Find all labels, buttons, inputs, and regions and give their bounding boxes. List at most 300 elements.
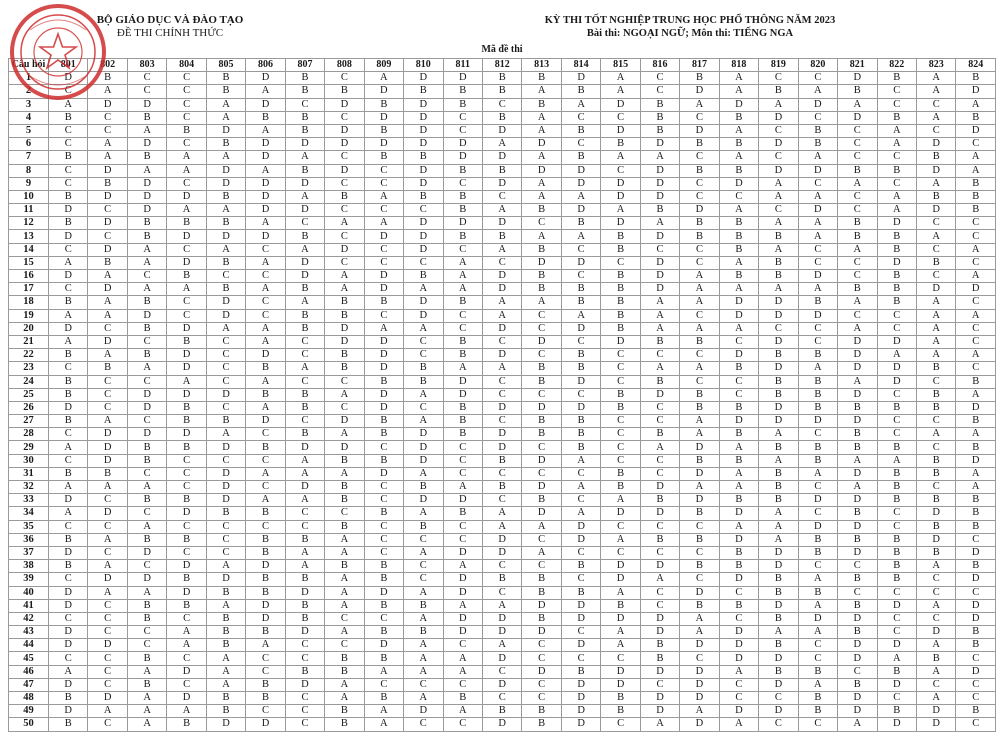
answer-cell: B bbox=[206, 586, 245, 599]
answer-cell: D bbox=[206, 573, 245, 586]
answer-cell: B bbox=[877, 481, 916, 494]
answer-cell: B bbox=[404, 481, 443, 494]
answer-cell: D bbox=[325, 124, 364, 137]
answer-cell: D bbox=[482, 441, 521, 454]
answer-cell: A bbox=[561, 190, 600, 203]
answer-cell: D bbox=[640, 612, 679, 625]
answer-cell: D bbox=[404, 111, 443, 124]
answer-cell: A bbox=[719, 467, 758, 480]
exam-code-header: 816 bbox=[640, 59, 679, 72]
exam-code-header: 818 bbox=[719, 59, 758, 72]
answer-cell: B bbox=[127, 230, 166, 243]
answer-cell: B bbox=[443, 204, 482, 217]
answer-cell: B bbox=[601, 705, 640, 718]
answer-cell: C bbox=[482, 375, 521, 388]
answer-cell: D bbox=[719, 573, 758, 586]
answer-cell: D bbox=[838, 612, 877, 625]
answer-cell: B bbox=[206, 692, 245, 705]
answer-cell: D bbox=[285, 586, 324, 599]
answer-cell: D bbox=[206, 481, 245, 494]
answer-cell: D bbox=[404, 705, 443, 718]
answer-cell: A bbox=[443, 599, 482, 612]
answer-cell: D bbox=[956, 612, 996, 625]
answer-cell: A bbox=[246, 494, 285, 507]
answer-cell: A bbox=[246, 164, 285, 177]
answer-cell: D bbox=[719, 98, 758, 111]
answer-cell: A bbox=[522, 230, 561, 243]
answer-cell: A bbox=[206, 151, 245, 164]
answer-cell: D bbox=[127, 204, 166, 217]
answer-cell: C bbox=[285, 639, 324, 652]
answer-cell: A bbox=[719, 718, 758, 731]
answer-cell: D bbox=[482, 428, 521, 441]
answer-cell: B bbox=[364, 626, 403, 639]
answer-cell: A bbox=[127, 243, 166, 256]
answer-cell: B bbox=[364, 296, 403, 309]
answer-cell: A bbox=[49, 335, 88, 348]
answer-cell: B bbox=[443, 415, 482, 428]
answer-cell: C bbox=[404, 335, 443, 348]
answer-cell: B bbox=[877, 111, 916, 124]
answer-cell: D bbox=[404, 217, 443, 230]
answer-cell: C bbox=[877, 388, 916, 401]
question-number: 43 bbox=[9, 626, 49, 639]
answer-cell: C bbox=[127, 375, 166, 388]
answer-cell: C bbox=[364, 494, 403, 507]
answer-cell: B bbox=[246, 533, 285, 546]
answer-cell: C bbox=[601, 111, 640, 124]
answer-cell: B bbox=[916, 652, 955, 665]
answer-cell: A bbox=[167, 639, 206, 652]
answer-cell: A bbox=[404, 586, 443, 599]
answer-cell: A bbox=[680, 415, 719, 428]
answer-cell: C bbox=[167, 98, 206, 111]
answer-cell: B bbox=[798, 546, 837, 559]
answer-cell: C bbox=[640, 243, 679, 256]
answer-cell: B bbox=[206, 138, 245, 151]
answer-cell: B bbox=[877, 533, 916, 546]
answer-cell: B bbox=[482, 164, 521, 177]
answer-cell: A bbox=[798, 151, 837, 164]
answer-cell: D bbox=[561, 599, 600, 612]
answer-cell: B bbox=[561, 665, 600, 678]
answer-cell: C bbox=[522, 217, 561, 230]
answer-cell: D bbox=[956, 573, 996, 586]
answer-cell: B bbox=[916, 454, 955, 467]
answer-cell: D bbox=[601, 177, 640, 190]
answer-cell: B bbox=[285, 665, 324, 678]
answer-cell: D bbox=[285, 626, 324, 639]
answer-cell: D bbox=[167, 692, 206, 705]
answer-cell: B bbox=[285, 428, 324, 441]
answer-cell: A bbox=[364, 190, 403, 203]
answer-cell: A bbox=[443, 665, 482, 678]
answer-cell: A bbox=[640, 309, 679, 322]
answer-cell: A bbox=[404, 546, 443, 559]
answer-cell: C bbox=[482, 560, 521, 573]
answer-cell: C bbox=[206, 454, 245, 467]
table-row bbox=[9, 164, 996, 177]
answer-cell: C bbox=[956, 533, 996, 546]
answer-cell: B bbox=[719, 230, 758, 243]
answer-cell: C bbox=[167, 72, 206, 85]
answer-cell: A bbox=[206, 204, 245, 217]
answer-cell: B bbox=[838, 533, 877, 546]
answer-cell: D bbox=[719, 415, 758, 428]
answer-cell: A bbox=[404, 283, 443, 296]
answer-cell: B bbox=[601, 138, 640, 151]
table-row bbox=[9, 283, 996, 296]
question-number: 27 bbox=[9, 415, 49, 428]
answer-cell: D bbox=[404, 98, 443, 111]
table-row bbox=[9, 705, 996, 718]
answer-cell: A bbox=[759, 177, 798, 190]
answer-cell: D bbox=[640, 190, 679, 203]
answer-cell: A bbox=[246, 467, 285, 480]
answer-cell: B bbox=[561, 217, 600, 230]
answer-cell: C bbox=[640, 546, 679, 559]
answer-cell: C bbox=[680, 520, 719, 533]
answer-cell: D bbox=[443, 72, 482, 85]
answer-cell: D bbox=[482, 151, 521, 164]
answer-cell: D bbox=[916, 164, 955, 177]
answer-cell: D bbox=[482, 401, 521, 414]
answer-cell: A bbox=[404, 467, 443, 480]
answer-cell: A bbox=[719, 322, 758, 335]
answer-cell: C bbox=[246, 270, 285, 283]
answer-cell: B bbox=[877, 164, 916, 177]
answer-cell: C bbox=[916, 124, 955, 137]
answer-cell: C bbox=[759, 322, 798, 335]
answer-cell: A bbox=[49, 481, 88, 494]
answer-cell: A bbox=[680, 296, 719, 309]
answer-cell: A bbox=[956, 309, 996, 322]
table-row bbox=[9, 454, 996, 467]
answer-cell: C bbox=[759, 718, 798, 731]
answer-cell: A bbox=[127, 586, 166, 599]
answer-cell: D bbox=[167, 428, 206, 441]
answer-cell: D bbox=[877, 599, 916, 612]
answer-cell: A bbox=[443, 560, 482, 573]
answer-cell: D bbox=[916, 718, 955, 731]
answer-cell: C bbox=[956, 652, 996, 665]
answer-cell: C bbox=[798, 256, 837, 269]
answer-cell: C bbox=[522, 309, 561, 322]
answer-cell: C bbox=[49, 428, 88, 441]
answer-cell: C bbox=[285, 349, 324, 362]
answer-cell: B bbox=[285, 72, 324, 85]
answer-cell: A bbox=[88, 270, 127, 283]
answer-cell: C bbox=[601, 428, 640, 441]
answer-cell: B bbox=[49, 718, 88, 731]
answer-cell: C bbox=[88, 599, 127, 612]
question-number: 29 bbox=[9, 441, 49, 454]
answer-cell: A bbox=[561, 309, 600, 322]
answer-cell: D bbox=[719, 705, 758, 718]
question-number: 21 bbox=[9, 335, 49, 348]
answer-cell: A bbox=[127, 362, 166, 375]
answer-cell: D bbox=[443, 586, 482, 599]
answer-cell: B bbox=[404, 626, 443, 639]
answer-cell: B bbox=[798, 533, 837, 546]
answer-cell: A bbox=[601, 639, 640, 652]
answer-cell: B bbox=[956, 190, 996, 203]
answer-cell: A bbox=[798, 678, 837, 691]
answer-cell: C bbox=[364, 546, 403, 559]
answer-cell: C bbox=[482, 494, 521, 507]
answer-cell: B bbox=[640, 375, 679, 388]
answer-cell: C bbox=[325, 401, 364, 414]
answer-cell: D bbox=[838, 692, 877, 705]
answer-cell: C bbox=[285, 520, 324, 533]
answer-cell: C bbox=[561, 138, 600, 151]
question-number: 16 bbox=[9, 270, 49, 283]
question-number: 6 bbox=[9, 138, 49, 151]
answer-cell: C bbox=[364, 612, 403, 625]
answer-cell: D bbox=[482, 533, 521, 546]
exam-code-header: 820 bbox=[798, 59, 837, 72]
exam-code-header: 803 bbox=[127, 59, 166, 72]
answer-cell: A bbox=[88, 586, 127, 599]
answer-cell: B bbox=[482, 705, 521, 718]
answer-cell: D bbox=[561, 256, 600, 269]
answer-cell: B bbox=[877, 705, 916, 718]
answer-cell: A bbox=[877, 349, 916, 362]
answer-cell: B bbox=[877, 573, 916, 586]
answer-cell: D bbox=[798, 415, 837, 428]
answer-cell: D bbox=[956, 124, 996, 137]
answer-cell: B bbox=[680, 335, 719, 348]
answer-cell: B bbox=[482, 481, 521, 494]
answer-cell: B bbox=[246, 678, 285, 691]
answer-cell: C bbox=[127, 626, 166, 639]
answer-cell: C bbox=[167, 85, 206, 98]
answer-cell: A bbox=[443, 256, 482, 269]
answer-cell: D bbox=[877, 678, 916, 691]
answer-cell: C bbox=[680, 111, 719, 124]
table-row bbox=[9, 243, 996, 256]
question-number: 9 bbox=[9, 177, 49, 190]
answer-cell: B bbox=[561, 124, 600, 137]
answer-cell: C bbox=[798, 111, 837, 124]
answer-cell: B bbox=[561, 85, 600, 98]
answer-cell: B bbox=[798, 296, 837, 309]
answer-cell: B bbox=[680, 217, 719, 230]
answer-cell: A bbox=[443, 283, 482, 296]
answer-cell: D bbox=[364, 349, 403, 362]
answer-cell: D bbox=[167, 256, 206, 269]
answer-cell: B bbox=[49, 151, 88, 164]
answer-cell: B bbox=[719, 546, 758, 559]
answer-cell: D bbox=[680, 586, 719, 599]
answer-cell: B bbox=[167, 335, 206, 348]
answer-cell: B bbox=[640, 124, 679, 137]
question-number: 4 bbox=[9, 111, 49, 124]
answer-cell: A bbox=[285, 494, 324, 507]
answer-cell: A bbox=[838, 375, 877, 388]
answer-cell: D bbox=[49, 639, 88, 652]
answer-cell: C bbox=[443, 718, 482, 731]
answer-cell: C bbox=[916, 415, 955, 428]
answer-cell: C bbox=[364, 204, 403, 217]
answer-cell: C bbox=[798, 243, 837, 256]
answer-cell: A bbox=[364, 718, 403, 731]
answer-cell: B bbox=[522, 72, 561, 85]
answer-cell: B bbox=[522, 243, 561, 256]
answer-cell: D bbox=[561, 164, 600, 177]
answer-cell: C bbox=[877, 177, 916, 190]
answer-cell: B bbox=[956, 415, 996, 428]
answer-cell: C bbox=[640, 401, 679, 414]
answer-cell: A bbox=[88, 309, 127, 322]
answer-cell: C bbox=[206, 270, 245, 283]
answer-cell: C bbox=[640, 85, 679, 98]
answer-cell: C bbox=[206, 362, 245, 375]
answer-cell: B bbox=[246, 441, 285, 454]
answer-cell: C bbox=[838, 204, 877, 217]
answer-cell: C bbox=[838, 151, 877, 164]
answer-cell: C bbox=[838, 586, 877, 599]
answer-cell: D bbox=[877, 256, 916, 269]
question-number: 14 bbox=[9, 243, 49, 256]
answer-cell: C bbox=[443, 454, 482, 467]
answer-cell: B bbox=[325, 560, 364, 573]
question-number: 25 bbox=[9, 388, 49, 401]
answer-cell: A bbox=[49, 665, 88, 678]
answer-cell: D bbox=[759, 164, 798, 177]
answer-cell: A bbox=[325, 599, 364, 612]
answer-cell: A bbox=[916, 230, 955, 243]
answer-cell: A bbox=[364, 665, 403, 678]
answer-cell: A bbox=[640, 151, 679, 164]
answer-cell: A bbox=[522, 177, 561, 190]
answer-cell: B bbox=[522, 718, 561, 731]
exam-code-header: 814 bbox=[561, 59, 600, 72]
answer-cell: D bbox=[956, 283, 996, 296]
table-row bbox=[9, 507, 996, 520]
answer-cell: B bbox=[364, 98, 403, 111]
answer-cell: D bbox=[838, 639, 877, 652]
answer-cell: D bbox=[640, 283, 679, 296]
table-row bbox=[9, 177, 996, 190]
answer-cell: C bbox=[246, 309, 285, 322]
answer-cell: B bbox=[601, 296, 640, 309]
answer-cell: B bbox=[838, 230, 877, 243]
answer-cell: D bbox=[522, 401, 561, 414]
answer-cell: A bbox=[680, 626, 719, 639]
answer-cell: B bbox=[246, 573, 285, 586]
answer-cell: B bbox=[601, 401, 640, 414]
answer-cell: C bbox=[482, 98, 521, 111]
answer-cell: A bbox=[680, 362, 719, 375]
answer-cell: A bbox=[680, 612, 719, 625]
answer-cell: D bbox=[601, 665, 640, 678]
answer-cell: B bbox=[640, 652, 679, 665]
answer-cell: B bbox=[325, 481, 364, 494]
answer-cell: A bbox=[719, 124, 758, 137]
answer-cell: C bbox=[561, 626, 600, 639]
question-number: 10 bbox=[9, 190, 49, 203]
answer-cell: A bbox=[759, 190, 798, 203]
question-number: 15 bbox=[9, 256, 49, 269]
answer-cell: D bbox=[49, 72, 88, 85]
answer-cell: D bbox=[88, 428, 127, 441]
table-row bbox=[9, 375, 996, 388]
answer-cell: C bbox=[285, 375, 324, 388]
answer-cell: B bbox=[127, 322, 166, 335]
answer-cell: D bbox=[246, 718, 285, 731]
answer-cell: A bbox=[916, 335, 955, 348]
answer-cell: B bbox=[561, 586, 600, 599]
answer-cell: D bbox=[640, 388, 679, 401]
answer-cell: B bbox=[601, 467, 640, 480]
answer-cell: A bbox=[246, 283, 285, 296]
answer-cell: A bbox=[916, 322, 955, 335]
answer-cell: A bbox=[246, 335, 285, 348]
answer-cell: D bbox=[759, 309, 798, 322]
answer-cell: C bbox=[916, 586, 955, 599]
answer-cell: A bbox=[88, 151, 127, 164]
answer-cell: B bbox=[877, 243, 916, 256]
answer-cell: B bbox=[759, 639, 798, 652]
answer-cell: A bbox=[877, 204, 916, 217]
answer-cell: B bbox=[877, 270, 916, 283]
answer-cell: D bbox=[443, 388, 482, 401]
answer-cell: A bbox=[167, 164, 206, 177]
question-number: 30 bbox=[9, 454, 49, 467]
answer-cell: D bbox=[285, 441, 324, 454]
answer-cell: A bbox=[956, 151, 996, 164]
answer-cell: D bbox=[364, 283, 403, 296]
answer-cell: A bbox=[798, 230, 837, 243]
corner-label: Câu hỏi bbox=[9, 59, 49, 72]
exam-code-header: 804 bbox=[167, 59, 206, 72]
table-row bbox=[9, 692, 996, 705]
answer-cell: A bbox=[956, 243, 996, 256]
answer-cell: C bbox=[956, 586, 996, 599]
answer-cell: D bbox=[798, 494, 837, 507]
answer-cell: C bbox=[285, 415, 324, 428]
answer-cell: B bbox=[640, 204, 679, 217]
answer-cell: D bbox=[838, 388, 877, 401]
question-number: 50 bbox=[9, 718, 49, 731]
answer-cell: A bbox=[404, 639, 443, 652]
answer-cell: C bbox=[443, 467, 482, 480]
table-row bbox=[9, 533, 996, 546]
answer-cell: C bbox=[127, 270, 166, 283]
answer-cell: B bbox=[246, 507, 285, 520]
answer-cell: C bbox=[88, 375, 127, 388]
answer-cell: D bbox=[561, 612, 600, 625]
answer-cell: D bbox=[561, 204, 600, 217]
answer-cell: B bbox=[482, 72, 521, 85]
answer-cell: C bbox=[246, 243, 285, 256]
answer-cell: D bbox=[364, 388, 403, 401]
answer-cell: B bbox=[443, 335, 482, 348]
answer-cell: C bbox=[798, 335, 837, 348]
answer-cell: C bbox=[916, 612, 955, 625]
answer-cell: C bbox=[443, 520, 482, 533]
answer-cell: D bbox=[246, 599, 285, 612]
answer-cell: B bbox=[798, 401, 837, 414]
answer-cell: B bbox=[364, 124, 403, 137]
answer-cell: D bbox=[443, 217, 482, 230]
answer-cell: B bbox=[325, 494, 364, 507]
answer-cell: B bbox=[443, 428, 482, 441]
answer-cell: C bbox=[404, 349, 443, 362]
answer-cell: B bbox=[798, 349, 837, 362]
question-number: 32 bbox=[9, 481, 49, 494]
